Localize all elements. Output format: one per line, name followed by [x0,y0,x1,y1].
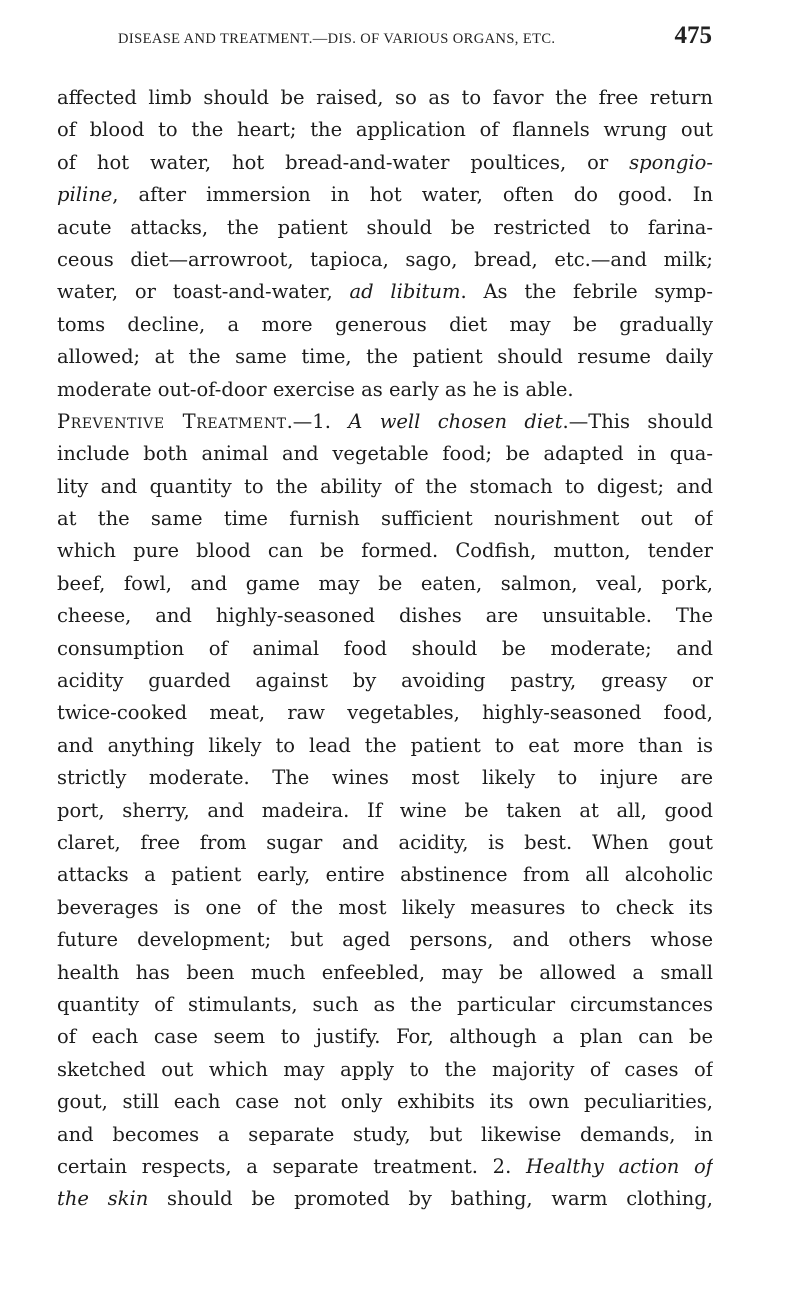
page-number: 475 [674,22,712,49]
text-run: consumption of animal food should be moderate; and [57,636,713,660]
text-line [57,114,713,146]
text-line [57,471,713,503]
text-line [57,1021,713,1053]
text-line [57,827,713,859]
text-line [57,406,713,438]
text-line [57,1183,713,1215]
text-line [57,665,713,697]
text-line [57,1119,713,1151]
italic-run: spongio- [629,150,713,174]
text-line [57,438,713,470]
text-line [57,535,713,567]
text-line [57,341,713,373]
text-line [57,892,713,924]
text-line [57,1054,713,1086]
text-run: gout, still each case not only exhibits its own peculiarities, [57,1090,713,1114]
running-title: DISEASE AND TREATMENT.—DIS. OF VARIOUS ORGANS, ETC. [118,31,556,47]
text-line [57,795,713,827]
text-run: affected limb should be raised, so as to favor the free return [57,86,713,109]
running-head [118,22,712,62]
text-run: twice-cooked meat, raw vegetables, highly-seasoned food, [57,701,713,725]
text-run: , after immersion in hot water, often do good. In [112,183,713,207]
text-run: sketched out which may apply to the majority of cases of [57,1057,713,1081]
text-run: future development; but aged persons, and others whose [57,928,713,952]
text-line [57,147,713,179]
text-line [57,1151,713,1183]
text-run: water, or toast-and-water, [57,280,350,304]
italic-run: piline [57,183,113,207]
text-line [57,179,713,211]
text-run: quantity of stimulants, such as the particular circumstances [57,992,713,1016]
text-line [57,989,713,1021]
text-run: acute attacks, the patient should be restricted to farina- [57,215,713,239]
text-run: . As the febrile symp- [460,280,713,304]
text-line [57,1086,713,1118]
text-line [57,600,713,632]
text-run: and becomes a separate study, but likewise demands, in [57,1122,713,1146]
small-caps-heading: Preventive Treatment [57,409,287,433]
text-line [57,957,713,989]
text-run: health has been much enfeebled, may be allowed a small [57,960,713,984]
text-run: claret, free from sugar and acidity, is best. When gout [57,830,713,854]
italic-run: ad libitum [349,280,461,304]
text-line [57,568,713,600]
text-run: of hot water, hot bread-and-water poultices, or [57,150,630,174]
text-run: and anything likely to lead the patient to eat more than is [57,733,713,757]
text-line [57,244,713,276]
text-run: beverages is one of the most likely measures to check its [57,895,713,919]
text-line [57,633,713,665]
text-run: strictly moderate. The wines most likely to injure are [57,766,713,790]
text-line [57,503,713,535]
italic-run: Healthy action of [525,1154,713,1178]
text-run: include both animal and vegetable food; be adapted in qua- [57,442,713,466]
text-line [57,309,713,341]
text-run: acidity guarded against by avoiding pastry, greasy or [57,669,713,693]
text-run: toms decline, a more generous diet may be gradually [57,312,713,336]
italic-run: A well chosen diet [348,409,563,433]
body-text [57,82,713,1216]
text-run: cheese, and highly-seasoned dishes are unsuitable. The [57,604,713,628]
text-run: .—1. [286,409,349,433]
text-line [57,212,713,244]
text-run: ceous diet—arrowroot, tapioca, sago, bread, etc.—and milk; [57,247,713,271]
text-line [57,859,713,891]
text-run: .—This should [562,409,713,433]
text-line [57,82,713,114]
text-run: of each case seem to justify. For, although a plan can be [57,1025,713,1049]
text-line [57,730,713,762]
text-run: moderate out-of-door exercise as early as he is able. [57,377,574,401]
text-run: certain respects, a separate treatment. 2. [57,1154,526,1178]
text-run: which pure blood can be formed. Codfish, mutton, tender [57,539,713,563]
text-line [57,374,713,406]
text-run: of blood to the heart; the application of flannels wrung out [57,118,713,142]
text-run: should be promoted by bathing, warm clothing, [148,1187,713,1211]
text-run: lity and quantity to the ability of the stomach to digest; and [57,474,713,498]
text-run: at the same time furnish sufficient nourishment out of [57,507,713,531]
text-line [57,276,713,308]
text-run: allowed; at the same time, the patient should resume daily [57,345,713,369]
italic-run: the skin [57,1187,149,1211]
text-run: port, sherry, and madeira. If wine be taken at all, good [57,798,713,822]
text-run: beef, fowl, and game may be eaten, salmon, veal, pork, [57,571,713,595]
text-line [57,762,713,794]
text-line [57,697,713,729]
text-run: attacks a patient early, entire abstinence from all alcoholic [57,863,713,887]
text-line [57,924,713,956]
